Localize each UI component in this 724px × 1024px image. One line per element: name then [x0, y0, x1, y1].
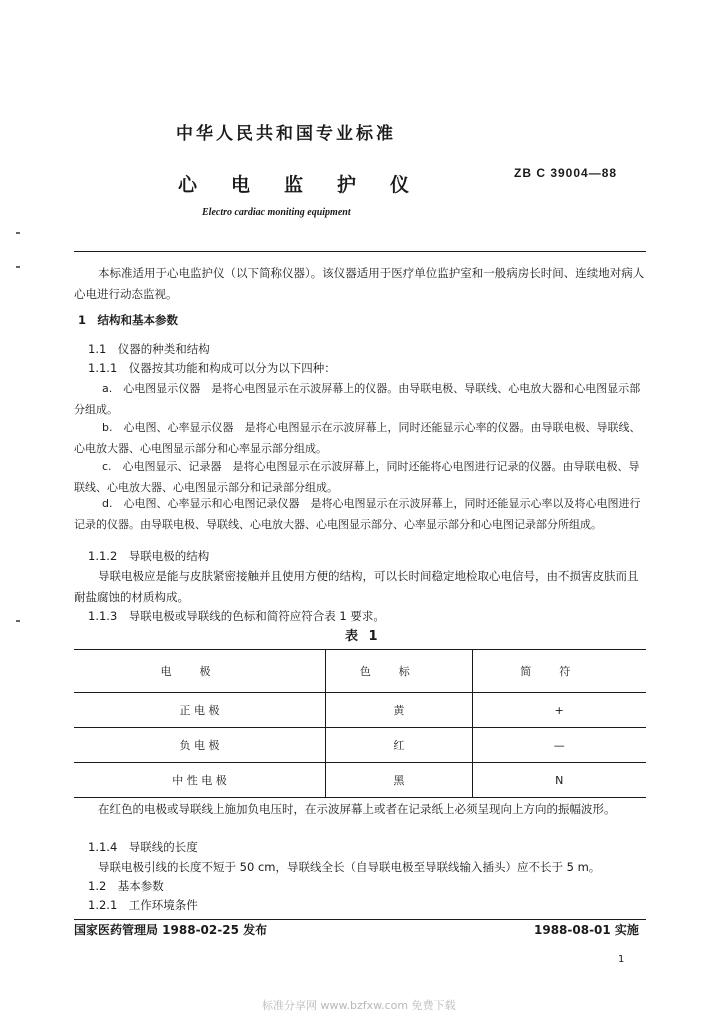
section-1-2-1-heading: 1.2.1 工作环境条件 — [88, 898, 198, 912]
table-cell: 黑 — [326, 763, 473, 798]
table-cell: N — [472, 763, 646, 798]
org-title: 中华人民共和国专业标准 — [176, 124, 396, 144]
section-1-1-heading: 1.1 仪器的种类和结构 — [88, 342, 210, 356]
effective-date: 1988-08-01 实施 — [534, 923, 639, 937]
table-cell: + — [472, 693, 646, 728]
standard-code: ZB C 39004—88 — [514, 166, 618, 180]
section-1-heading: 1 结构和基本参数 — [78, 313, 179, 327]
scan-speck — [16, 232, 20, 234]
section-1-1-2-text: 导联电极应是能与皮肤紧密接触并且使用方便的结构，可以长时间稳定地检取心电信号，由不损害皮肤而且耐盐腐蚀的材质构成。 — [74, 569, 639, 604]
table-cell: 正 电 极 — [74, 693, 326, 728]
table-row — [74, 728, 646, 763]
list-item-b: b. 心电图、心率显示仪器 是将心电图显示在示波屏幕上，同时还能显示心率的仪器。由导联电极、导联线、心电放大器、心电图显示部分和心率显示部分组成。 — [74, 421, 641, 455]
scan-speck — [16, 620, 20, 622]
section-1-1-3-text: 1.1.3 导联电极或导联线的色标和简符应符合表 1 要求。 — [88, 609, 385, 623]
section-1-1-2-heading: 1.1.2 导联电极的结构 — [88, 549, 210, 563]
section-1-1-4-heading: 1.1.4 导联线的长度 — [88, 840, 198, 854]
footer-rule — [74, 919, 646, 920]
header-rule — [74, 251, 646, 252]
list-item-d: d. 心电图、心率显示和心电图记录仪器 是将心电图显示在示波屏幕上，同时还能显示心率以及将心电图进行记录的仪器。由导联电极、导联线、心电放大器、心电图显示部分、心率显示部分和心电图记录部分所组成。 — [74, 497, 641, 531]
intro-paragraph: 本标准适用于心电监护仪（以下简称仪器）。该仪器适用于医疗单位监护室和一般病房长时间、连续地对病人心电进行动态监视。 — [74, 266, 645, 301]
table-cell: 负 电 极 — [74, 728, 326, 763]
table-1 — [74, 649, 646, 798]
issue-date: 国家医药管理局 1988-02-25 发布 — [74, 923, 268, 937]
table-row — [74, 763, 646, 798]
table-cell: 红 — [326, 728, 473, 763]
section-1-1-4-text: 导联电极引线的长度不短于 50 cm，导联线全长（自导联电极至导联线输入插头）应不长于 5 m。 — [98, 860, 601, 874]
table-1-title: 表 1 — [345, 629, 381, 644]
table-header-cell: 色标 — [326, 650, 473, 693]
table-cell: 中 性 电 极 — [74, 763, 326, 798]
scan-speck — [16, 266, 20, 268]
english-title: Electro cardiac moniting equipment — [202, 207, 351, 218]
section-1-2-heading: 1.2 基本参数 — [88, 879, 164, 893]
list-item-c: c. 心电图显示、记录器 是将心电图显示在示波屏幕上，同时还能将心电图进行记录的仪器。由导联电极、导联线、心电放大器、心电图显示部分和记录部分组成。 — [74, 460, 640, 494]
doc-title: 心电监护仪 — [178, 174, 444, 196]
table-header-row — [74, 650, 646, 693]
after-table-text: 在红色的电极或导联线上施加负电压时，在示波屏幕上或者在记录纸上必须呈现向上方向的振幅波形。 — [98, 802, 616, 816]
table-cell: 黄 — [326, 693, 473, 728]
table-header-cell: 电极 — [74, 650, 326, 693]
watermark: 标准分享网 www.bzfxw.com 免费下载 — [262, 999, 456, 1012]
table-cell: — — [472, 728, 646, 763]
table-row — [74, 693, 646, 728]
list-item-a: a. 心电图显示仪器 是将心电图显示在示波屏幕上的仪器。由导联电极、导联线、心电放大器和心电图显示部分组成。 — [74, 382, 641, 416]
section-1-1-1-text: 1.1.1 仪器按其功能和构成可以分为以下四种： — [88, 361, 336, 375]
table-header-cell: 简符 — [472, 650, 646, 693]
page-number: 1 — [618, 954, 625, 965]
